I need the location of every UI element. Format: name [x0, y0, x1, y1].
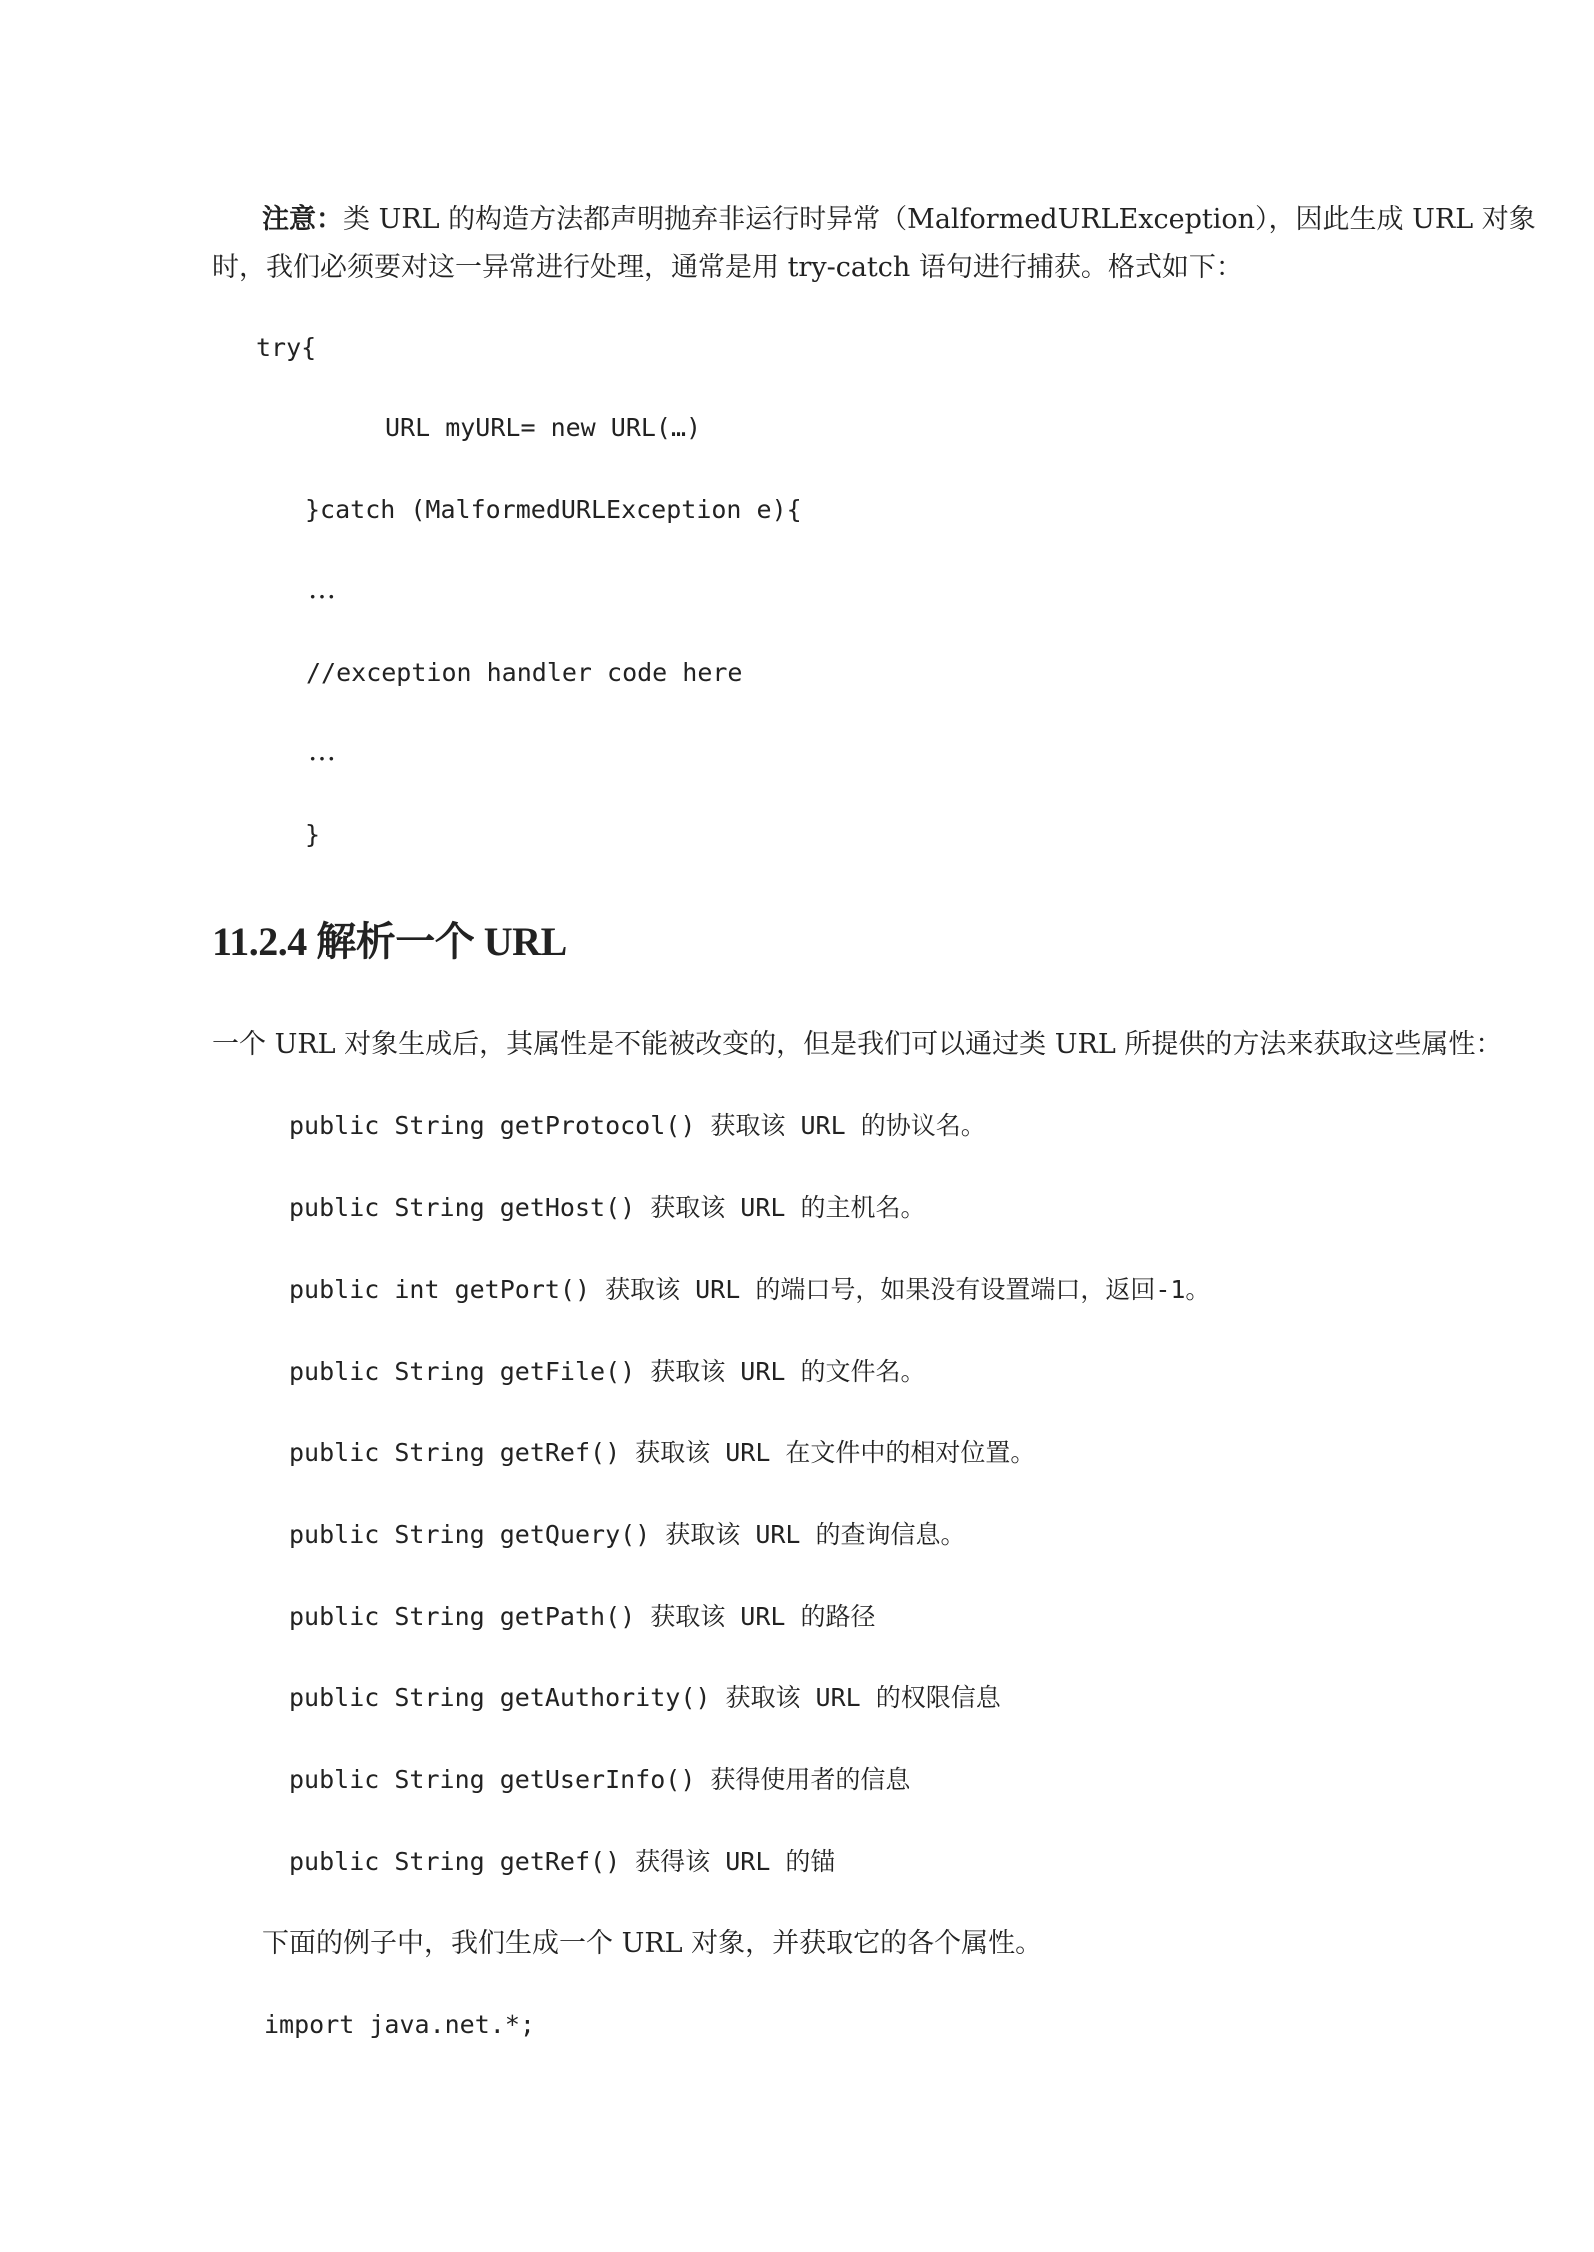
import-line: import java.net.*; [264, 2010, 535, 2039]
method-get-user-info: public String getUserInfo() 获得使用者的信息 [289, 1765, 911, 1794]
note-text-1: 类 URL 的构造方法都声明抛弃非运行时异常（MalformedURLException），因此生成 URL 对象 [343, 204, 1536, 235]
method-get-file: public String getFile() 获取该 URL 的文件名。 [289, 1357, 926, 1386]
note-line-2: 时，我们必须要对这一异常进行处理，通常是用 try-catch 语句进行捕获。格式如下： [212, 252, 1243, 283]
code-ellipsis-1: … [308, 572, 338, 605]
note-line-1 [262, 206, 1536, 233]
method-get-port: public int getPort() 获取该 URL 的端口号，如果没有设置端口，返回-1。 [289, 1275, 1211, 1304]
code-comment-line: //exception handler code here [306, 658, 743, 687]
code-try-line: try{ [256, 333, 317, 362]
method-get-query: public String getQuery() 获取该 URL 的查询信息。 [289, 1520, 966, 1549]
method-get-ref: public String getRef() 获取该 URL 在文件中的相对位置。 [289, 1438, 1036, 1467]
code-catch-line: }catch (MalformedURLException e){ [305, 495, 802, 524]
code-url-line: URL myURL= new URL(…) [385, 413, 702, 442]
code-ellipsis-2: … [308, 734, 338, 767]
example-intro: 下面的例子中，我们生成一个 URL 对象，并获取它的各个属性。 [262, 1928, 1043, 1959]
method-get-protocol: public String getProtocol() 获取该 URL 的协议名。 [289, 1111, 986, 1140]
section-heading: 11.2.4 解析一个 URL [212, 919, 567, 964]
method-get-ref-anchor: public String getRef() 获得该 URL 的锚 [289, 1847, 836, 1876]
code-close-brace: } [305, 820, 321, 849]
note-label: 注意： [262, 204, 343, 235]
method-get-host: public String getHost() 获取该 URL 的主机名。 [289, 1193, 926, 1222]
section-intro: 一个 URL 对象生成后，其属性是不能被改变的，但是我们可以通过类 URL 所提供的方法来获取这些属性： [212, 1029, 1503, 1060]
method-get-authority: public String getAuthority() 获取该 URL 的权限信息 [289, 1683, 1001, 1712]
method-get-path: public String getPath() 获取该 URL 的路径 [289, 1602, 876, 1631]
